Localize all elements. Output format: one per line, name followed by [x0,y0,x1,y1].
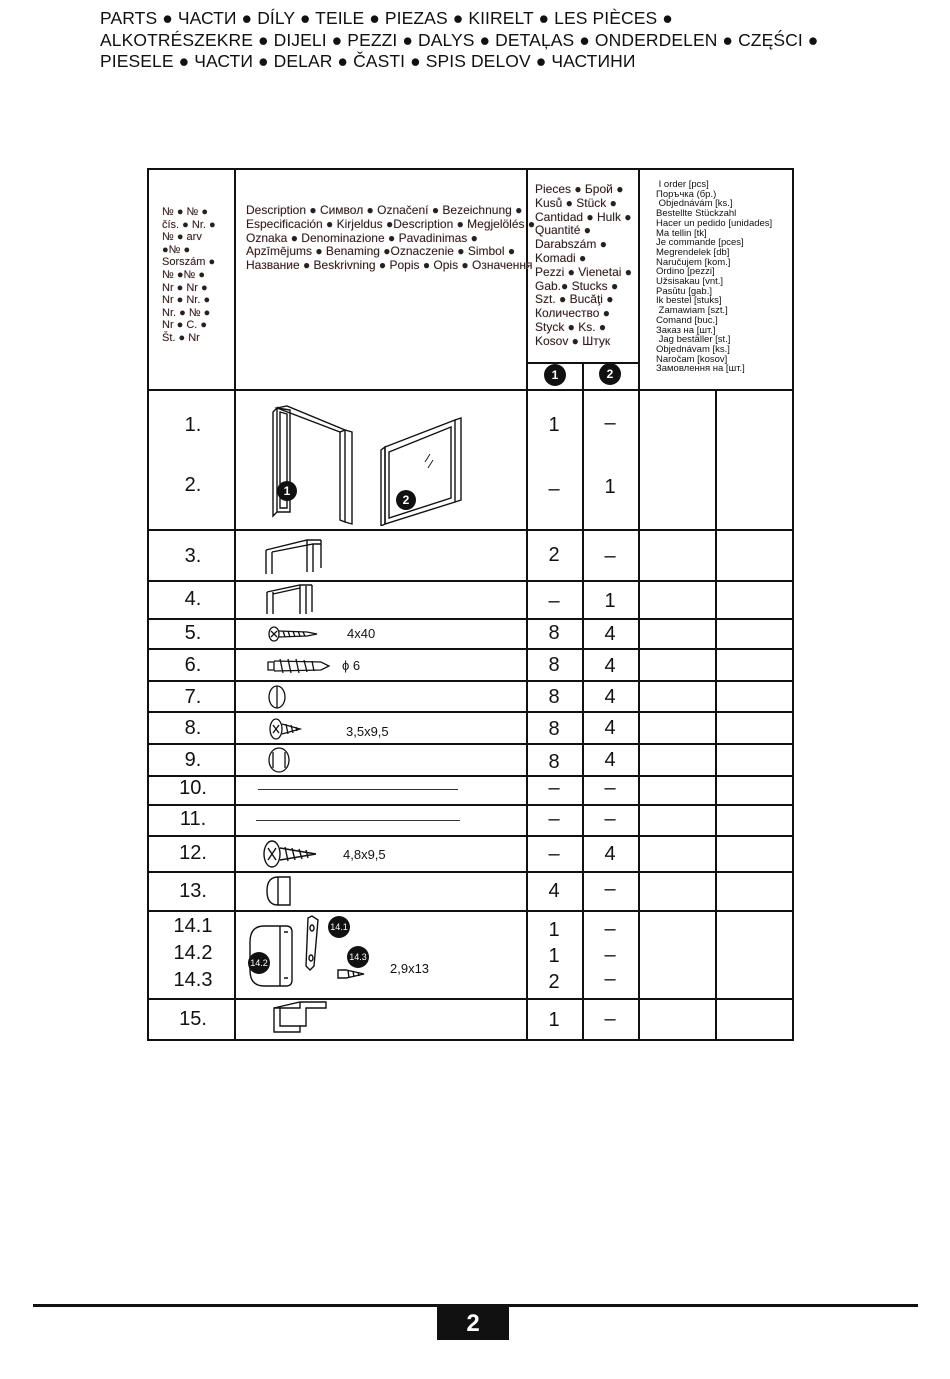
col-divider [582,362,584,1041]
row-divider [147,775,792,777]
screw-size-spec: 4,8x9,5 [343,847,386,862]
panel-2-marker: 2 [396,490,416,510]
qty-variant-2: 1 [604,590,616,612]
wall-plug-icon [266,654,332,678]
qty-variant-1: 1 [548,1009,560,1031]
qty-variant-1: 8 [548,686,560,708]
qty-variant-2: – [604,918,616,940]
qty-variant-2: 4 [604,623,616,645]
row-divider [147,910,792,912]
qty-variant-1: 8 [548,718,560,740]
row-number: 2. [184,474,202,496]
qty-variant-1: 4 [548,880,560,902]
qty-variant-2: 1 [604,476,616,498]
row-divider [147,711,792,713]
qty-variant-1: – [548,777,560,799]
large-screw-icon [262,838,320,870]
row-divider [147,389,792,391]
panel-1-marker: 1 [277,481,297,501]
pieces-column-header: Pieces ● Брой ● Kusů ● Stück ● Cantidad ● Hulk ● Quantité ● Darabszám ● Komadi ● Pezzi ● Vienetai ● Gab.● Stucks ● Szt. ● Bucăţi ● Количество ● Styck ● Ks. ● Kosov ● Штук [535,182,632,348]
row-number: 6. [184,654,202,676]
door-panels-illustration [265,402,475,526]
screw-size-spec: 4x40 [347,626,376,641]
row-divider [147,618,792,620]
row-number: 7. [184,686,202,708]
variant-2-badge: 2 [599,363,621,385]
variant-1-badge: 1 [544,364,566,386]
qty-variant-1: 2 [548,544,560,566]
row-divider [147,804,792,806]
row-divider [147,680,792,682]
qty-variant-1: 1 [548,414,560,436]
row-divider [147,529,792,531]
cover-cap-icon [266,746,292,774]
row-number: 1. [184,414,202,436]
row-number: 10. [179,777,207,799]
qty-variant-1: 8 [548,622,560,644]
qty-variant-2: 4 [604,686,616,708]
qty-variant-1: – [548,808,560,830]
qty-variant-1: – [548,478,560,500]
qty-variant-1: 8 [548,654,560,676]
row-divider [147,871,792,873]
row-divider [147,743,792,745]
page-number: 2 [437,1307,509,1340]
description-column-header: Description ● Символ ● Označení ● Bezeichnung ● Especificación ● Kirjeldus ●Description ● Megjelölés ● Oznaka ● Denominazione ● Pavadinimas ● Apzīmējums ● Benaming ●Oznaczenie ● Simbol ● Название ● Beskrivning ● Popis ● Opis ● Означення [246,203,536,273]
part-14-2-marker: 14.2 [248,952,270,974]
row-number: 5. [184,622,202,644]
small-screw-icon [268,716,302,742]
qty-variant-1: 1 [548,919,560,941]
qty-variant-2: 4 [604,717,616,739]
part-14-3-marker: 14.3 [347,946,369,968]
part-14-1-marker: 14.1 [328,916,350,938]
dowel-size-spec: ϕ 6 [342,658,361,673]
parts-heading [100,8,900,73]
row-divider [147,998,792,1000]
corner-profile-icon [264,582,320,616]
qty-variant-1: – [548,590,560,612]
qty-variant-2: – [604,878,616,900]
row-number: 11. [179,808,207,830]
qty-variant-1: 8 [548,751,560,773]
qty-variant-2: – [604,1008,616,1030]
end-cap-icon [264,874,294,908]
order-column-header: I order [pcs] Поръчка (бр.) Objednávám [ks.] Bestellte Stückzahl Hacer un pedido [unidades] Ma tellin [tk] Je commande [pces] Megrendelek [db] Naručujem [kom.] Ordino [pezzi] Užsisakau [vnt.] Pasūtu [gab.] Ik bestel [stuks] Zamawiam [szt.] Comand [buc.] Заказ на [шт.] Jag beställer [st.] Objednávam [ks.] Naročam [kosov] Замовлення на [шт.] [656,179,773,375]
number-column-header: № ● № ● čís. ● Nr. ● № ● arv ●№ ● Sorszám ● № ●№ ● Nr ● Nr ● Nr ● Nr. ● Nr. ● № ● Nr ● C. ● Št. ● Nr [162,206,216,344]
row-divider [526,362,638,364]
wall-profile-icon [263,536,327,576]
row-divider [147,648,792,650]
qty-variant-2: – [604,412,616,434]
col-divider [715,390,717,1041]
row-number: 13. [179,880,207,902]
row-number: 9. [184,749,202,771]
qty-variant-1: 2 [548,971,560,993]
row-number: 3. [184,545,202,567]
row-number: 14.2 [173,942,213,964]
qty-variant-2: – [604,944,616,966]
screw-size-spec: 3,5x9,5 [346,724,389,739]
row-number: 14.3 [173,969,213,991]
qty-variant-2: 4 [604,655,616,677]
guide-profile-icon [270,1000,330,1036]
row-divider [147,580,792,582]
row-number: 15. [179,1008,207,1030]
heading-line-3: PIESELE ● ЧАСТИ ● DELAR ● ČASTI ● SPIS DELOV ● ЧАСТИНИ [100,51,636,71]
qty-variant-2: – [604,968,616,990]
screw-size-spec: 2,9x13 [390,961,430,976]
qty-variant-2: – [604,777,616,799]
screw-cap-icon [266,684,288,710]
qty-variant-2: – [604,545,616,567]
row-divider [147,835,792,837]
heading-line-1: PARTS ● ЧАСТИ ● DÍLY ● TEILE ● PIEZAS ● KIIRELT ● LES PIÈCES ● [100,8,673,28]
qty-variant-2: 4 [604,843,616,865]
seal-strip-line [258,789,458,790]
row-number: 4. [184,588,202,610]
seal-strip-line [256,820,460,821]
heading-line-2: ALKOTRÉSZEKRE ● DIJELI ● PEZZI ● DALYS ● DETAĻAS ● ONDERDELEN ● CZĘŚCI ● [100,29,819,50]
qty-variant-2: – [604,808,616,830]
row-number: 8. [184,717,202,739]
qty-variant-1: – [548,843,560,865]
screw-icon [267,624,319,644]
qty-variant-1: 1 [548,945,560,967]
qty-variant-2: 4 [604,749,616,771]
row-number: 14.1 [173,915,213,937]
row-number: 12. [179,842,207,864]
